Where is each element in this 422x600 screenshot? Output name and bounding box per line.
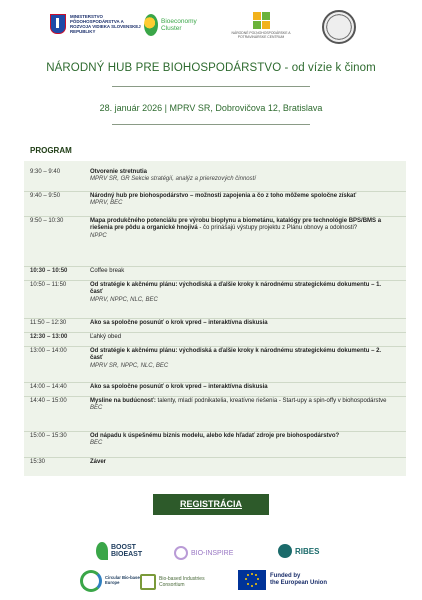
program-item-speaker: BEC	[90, 405, 103, 412]
program-time: 11:50 – 12:30	[30, 320, 67, 326]
ribes-icon	[278, 544, 292, 558]
program-row	[24, 457, 406, 475]
program-time: 9:30 – 9:40	[30, 169, 61, 175]
registration-button[interactable]: REGISTRÁCIA	[153, 494, 269, 515]
bioeconomy-logo-line2: Cluster	[161, 25, 182, 32]
program-item-title: Ako sa spoločne posunúť o krok vpred – interaktívna diskusia	[90, 384, 268, 390]
forestry-seal-logo	[322, 10, 356, 44]
bioeconomy-leaf-icon	[144, 14, 158, 36]
program-item-title: Ľahký obed	[90, 334, 122, 340]
program-item-title: Od nápadu k úspešnému biznis modelu, alebo kde hľadať zdroje pre biohospodárstvo?	[90, 433, 340, 439]
program-item-title: Od stratégie k akčnému plánu: východiská a ďalšie kroky k národnému strategickému dokumentu – 2. časť	[90, 348, 382, 362]
program-row	[24, 266, 406, 281]
program-item-title: Záver	[90, 459, 107, 465]
program-item-speaker: MPRV SR, NPPC, NLC, BEC	[90, 362, 169, 369]
program-item-speaker: BEC	[90, 440, 103, 447]
ministry-logo-text: MINISTERSTVO PÔDOHOSPODÁRSTVA A ROZVOJA VIDIEKA SLOVENSKEJ REPUBLIKY	[70, 14, 141, 34]
ribes-logo	[278, 544, 319, 558]
program-time: 9:50 – 10:30	[30, 218, 64, 224]
bioeconomy-cluster-logo	[144, 14, 197, 36]
program-item-title: Národný hub pre biohospodárstvo – možnosti zapojenia a čo z toho môžeme spoločne získať	[90, 193, 357, 199]
ministry-logo	[50, 14, 144, 34]
program-time: 10:30 – 10:50	[30, 268, 68, 274]
program-time: 12:30 – 13:00	[30, 334, 68, 340]
cbe-text: Circular Bio-based Europe	[105, 575, 143, 585]
program-item-title-rest: talenty, mladí podnikatelia, kreatívne riešenia - Start-upy a spin-offy v biohospodárstve	[155, 398, 387, 404]
program-item-title: Mapa produkčného potenciálu pre výrobu bioplynu a biometánu, katalógy pre technológie BPS/BMS a riešenia pre pôdu a organické hnojivá	[90, 218, 382, 232]
nppc-logo-text: NÁRODNÉ POĽNOHOSPODÁRSKE A POTRAVINÁRSKE CENTRUM	[231, 31, 291, 39]
program-row	[24, 396, 406, 432]
boost-bioeast-icon	[96, 542, 108, 560]
bbi-text-line1: Bio-based Industries	[159, 576, 205, 582]
page-title: NÁRODNÝ HUB PRE BIOHOSPODÁRSTVO - od vízie k činom	[46, 62, 376, 74]
program-row	[24, 382, 406, 397]
nppc-grid-icon	[253, 12, 270, 29]
program-heading	[24, 143, 406, 159]
bio-inspire-logo	[174, 546, 233, 560]
program-time: 13:00 – 14:00	[30, 348, 67, 354]
program-table	[24, 161, 406, 476]
program-row	[24, 332, 406, 347]
nppc-logo	[226, 12, 296, 39]
program-item-speaker: MPRV SR, GR Sekcie stratégií, analýz a prierezových činností	[90, 176, 256, 183]
bio-inspire-text: BIO-INSPIRE	[191, 549, 234, 557]
program-item-title: Mysline na budúcnosť:	[90, 398, 156, 404]
program-row	[24, 167, 406, 192]
circular-bio-based-europe-logo	[80, 570, 145, 592]
bbi-text-line2: Consortium	[159, 582, 185, 588]
program-row	[24, 280, 406, 319]
eu-flag-icon	[238, 570, 266, 590]
program-time: 14:00 – 14:40	[30, 384, 67, 390]
program-row	[24, 318, 406, 333]
eu-text-line1: Funded by	[270, 573, 301, 579]
program-row	[24, 216, 406, 267]
program-item-speaker: NPPC	[90, 232, 107, 239]
ribes-text: RIBES	[295, 546, 320, 556]
program-time: 15:00 – 15:30	[30, 433, 67, 439]
program-row	[24, 346, 406, 383]
bbi-icon	[140, 574, 156, 590]
program-time: 10:50 – 11:50	[30, 282, 67, 288]
bioeconomy-logo-line1: Bioeconomy	[161, 18, 197, 25]
program-time: 9:40 – 9:50	[30, 193, 61, 199]
seal-icon	[322, 10, 356, 44]
eu-funding-logo	[238, 570, 327, 590]
program-item-speaker: MPRV, BEC	[90, 200, 123, 207]
program-item-title-rest: - čo prinášajú výstupy projektu z Plánu obnovy a odolnosti?	[197, 225, 358, 232]
boost-bioeast-logo	[96, 542, 151, 560]
bio-based-industries-logo	[140, 574, 205, 590]
program-row	[24, 191, 406, 217]
partner-logos	[0, 530, 422, 600]
program-item-speaker: MPRV, NPPC, NLC, BEC	[90, 296, 158, 303]
coat-of-arms-icon	[50, 14, 66, 34]
title-divider-top	[112, 86, 310, 87]
program-item-title: Coffee break	[90, 268, 125, 274]
boost-bioeast-text: BOOST BIOEAST	[111, 544, 143, 558]
cbe-ring-icon	[80, 570, 102, 592]
bio-inspire-icon	[174, 546, 188, 560]
program-row	[24, 431, 406, 458]
program-heading-label: PROGRAM	[30, 146, 72, 155]
program-item-title: Od stratégie k akčnému plánu: východiská a ďalšie kroky k národnému strategickému dokumentu – 1. časť	[90, 282, 382, 296]
logos-top	[0, 10, 422, 50]
program-time: 14:40 – 15:00	[30, 398, 67, 404]
program-item-title: Ako sa spoločne posunúť o krok vpred – interaktívna diskusia	[90, 320, 268, 326]
event-date-location: 28. január 2026 | MPRV SR, Dobrovičova 12, Bratislava	[99, 103, 323, 113]
program-item-title: Otvorenie stretnutia	[90, 169, 148, 175]
eu-text-line2: the European Union	[270, 580, 327, 586]
program-time: 15:30	[30, 459, 46, 465]
title-divider-bottom	[112, 124, 310, 125]
